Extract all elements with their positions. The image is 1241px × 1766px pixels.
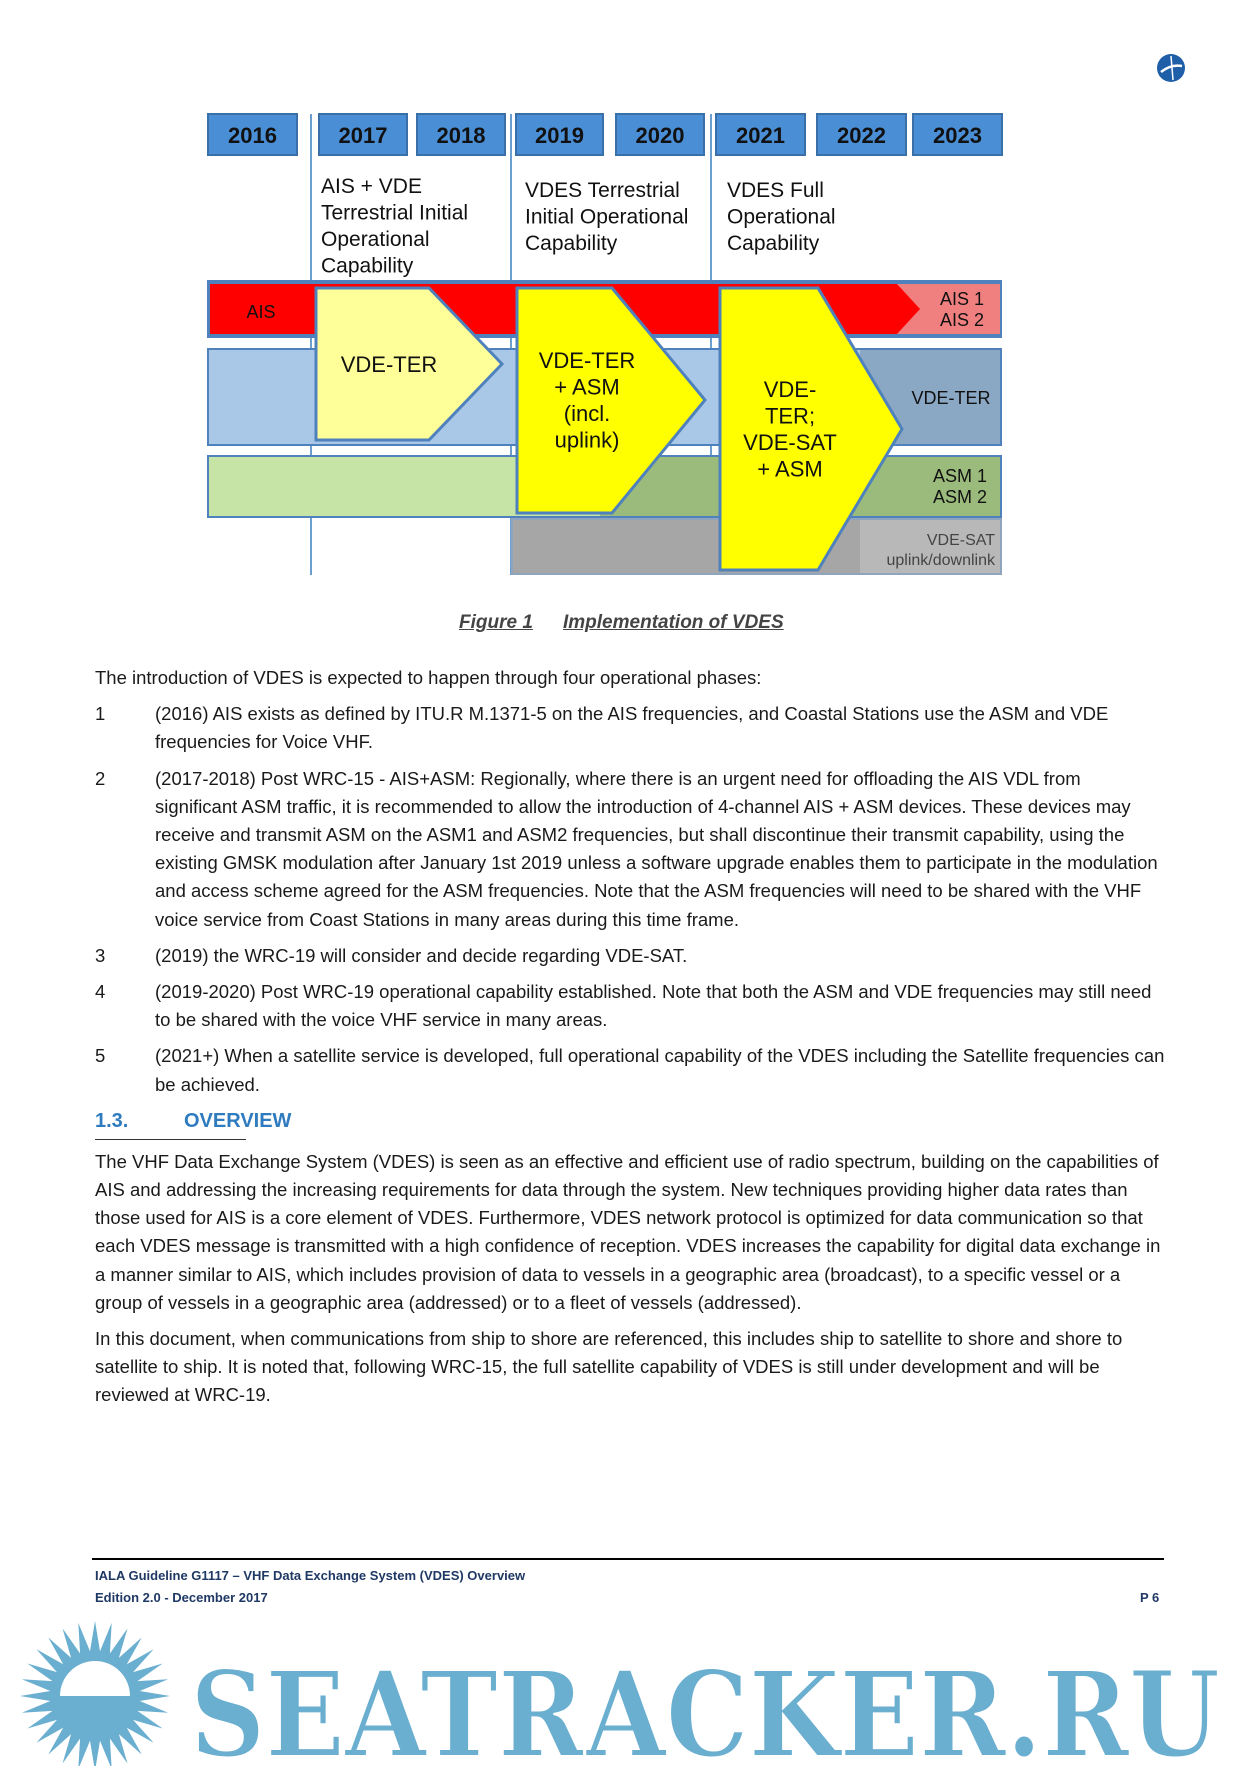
ais1-label: AIS 1 [939, 289, 985, 309]
vde-sat-label: VDE-SAT [926, 532, 995, 549]
arrow3-label-line: VDE- [763, 377, 817, 402]
list-item [95, 700, 1167, 756]
page-number: P 6 [1140, 1590, 1160, 1605]
list-item-text: (2017-2018) Post WRC-15 - AIS+ASM: Regionally, where there is an urgent need for offloading the AIS VDL from significant ASM traffic, it is recommended to allow the introduction of 4-channel AIS + ASM devices. These devices may receive and transmit ASM on the ASM1 and ASM2 frequencies, but shall discontinue their transmit capability, using the existing GMSK modulation after January 1st 2019 unless a software upgrade enables them to participate in the modulation and access scheme agreed for the ASM frequencies. Note that the ASM frequencies will need to be shared with the VHF voice service from Coast Stations in many areas during this time frame. [155, 767, 1158, 930]
list-item-text: (2021+) When a satellite service is developed, full operational capability of the VDES including the Satellite frequencies can be achieved. [155, 1045, 1165, 1095]
list-item [95, 1042, 1167, 1098]
list-item [95, 978, 1167, 1034]
list-item-text: (2019-2020) Post WRC-19 operational capability established. Note that both the ASM and VDE frequencies may still need to be shared with the voice VHF service in many areas. [155, 981, 1152, 1031]
seatracker-watermark [0, 1616, 1241, 1766]
arrow2-label-line: (incl. [563, 401, 611, 426]
year-label: 2021 [736, 123, 785, 148]
year-label: 2022 [837, 123, 886, 148]
intro-text: The introduction of VDES is expected to happen through four operational phases: [95, 667, 762, 688]
year-label: 2020 [635, 123, 685, 148]
phase-description-line: VDES Terrestrial [525, 179, 680, 202]
phase-description-line: AIS + VDE [321, 175, 422, 198]
list-item [95, 765, 1167, 934]
asm1-label: ASM 1 [932, 466, 988, 486]
phase-description-line: Capability [321, 254, 414, 278]
year-label: 2017 [338, 123, 388, 148]
arrow3-label-line: TER; [764, 403, 816, 429]
figure-number: Figure 1 [459, 612, 533, 633]
year-label: 2018 [436, 123, 486, 148]
figure-title: Implementation of VDES [563, 612, 784, 633]
paragraph: In this document, when communications from ship to shore are referenced, this includes ship to satellite to shore and shore to satellite to ship. It is noted that, following WRC-15, the full satellite capability of VDES is still under development and will be reviewed at WRC-19. [95, 1328, 1123, 1406]
phase-description-line: Terrestrial Initial [321, 201, 469, 225]
vdes-implementation-diagram [0, 0, 1241, 600]
arrow2-label-line: + ASM [554, 374, 620, 400]
section-number: 1.3. [95, 1109, 129, 1132]
footer-title: IALA Guideline G1117 – VHF Data Exchange System (VDES) Overview [95, 1568, 526, 1583]
arrow1-label: VDE-TER [340, 352, 438, 377]
phase-description-line: VDES Full [727, 179, 824, 202]
ais2-label: AIS 2 [939, 310, 985, 330]
phase-description-line: Operational [321, 228, 430, 251]
sunburst-icon [20, 1621, 170, 1766]
year-label: 2019 [535, 123, 584, 148]
paragraph: The VHF Data Exchange System (VDES) is seen as an effective and efficient use of radio spectrum, building on the capabilities of AIS and addressing the increasing requirements for data through the system. New techniques providing higher data rates than those used for AIS is a core element of VDES. Furthermore, VDES network protocol is optimized for data communication so that each VDES message is transmitted with a high confidence of reception. VDES increases the capability for digital data exchange in a manner similar to AIS, which includes provision of data to vessels in a geographic area (broadcast), to a specific vessel or a group of vessels in a geographic area (addressed) or to a fleet of vessels (addressed). [95, 1150, 1161, 1313]
phase-description-line: Capability [525, 232, 618, 255]
arrow3-label-line: VDE-SAT [743, 430, 837, 455]
arrow2-label-line: uplink) [554, 427, 620, 453]
section-heading [95, 1107, 1167, 1135]
phase-description-line: Initial Operational [525, 205, 689, 229]
uplink-downlink-label: uplink/downlink [886, 552, 995, 569]
vde-ter-channels-label: VDE-TER [911, 388, 991, 408]
phase-description-line: Capability [727, 232, 820, 255]
ais-label: AIS [246, 302, 276, 322]
list-number: 4 [95, 981, 106, 1003]
arrow2-label-line: VDE-TER [538, 348, 636, 373]
watermark-text: SEATRACKER.RU [190, 1645, 1220, 1766]
list-number: 3 [95, 944, 106, 966]
heading-underline [95, 1139, 246, 1140]
section-title: OVERVIEW [184, 1109, 292, 1132]
arrow3-label-line: + ASM [757, 456, 823, 482]
list-item-text: (2019) the WRC-19 will consider and decide regarding VDE-SAT. [155, 944, 688, 966]
list-number: 2 [95, 767, 106, 789]
list-item-text: (2016) AIS exists as defined by ITU.R M.1371-5 on the AIS frequencies, and Coastal Stations use the ASM and VDE frequencies for Voice VHF. [155, 703, 1109, 753]
footer-edition: Edition 2.0 - December 2017 [95, 1590, 268, 1605]
year-label: 2023 [933, 123, 982, 148]
footer-rule [92, 1558, 1164, 1560]
phase-description-line: Operational [727, 205, 836, 229]
body-content [95, 664, 1167, 1418]
year-label: 2016 [228, 123, 277, 148]
list-item [95, 942, 1167, 970]
asm2-label: ASM 2 [932, 487, 988, 507]
list-number: 5 [95, 1045, 106, 1067]
list-number: 1 [95, 703, 106, 725]
